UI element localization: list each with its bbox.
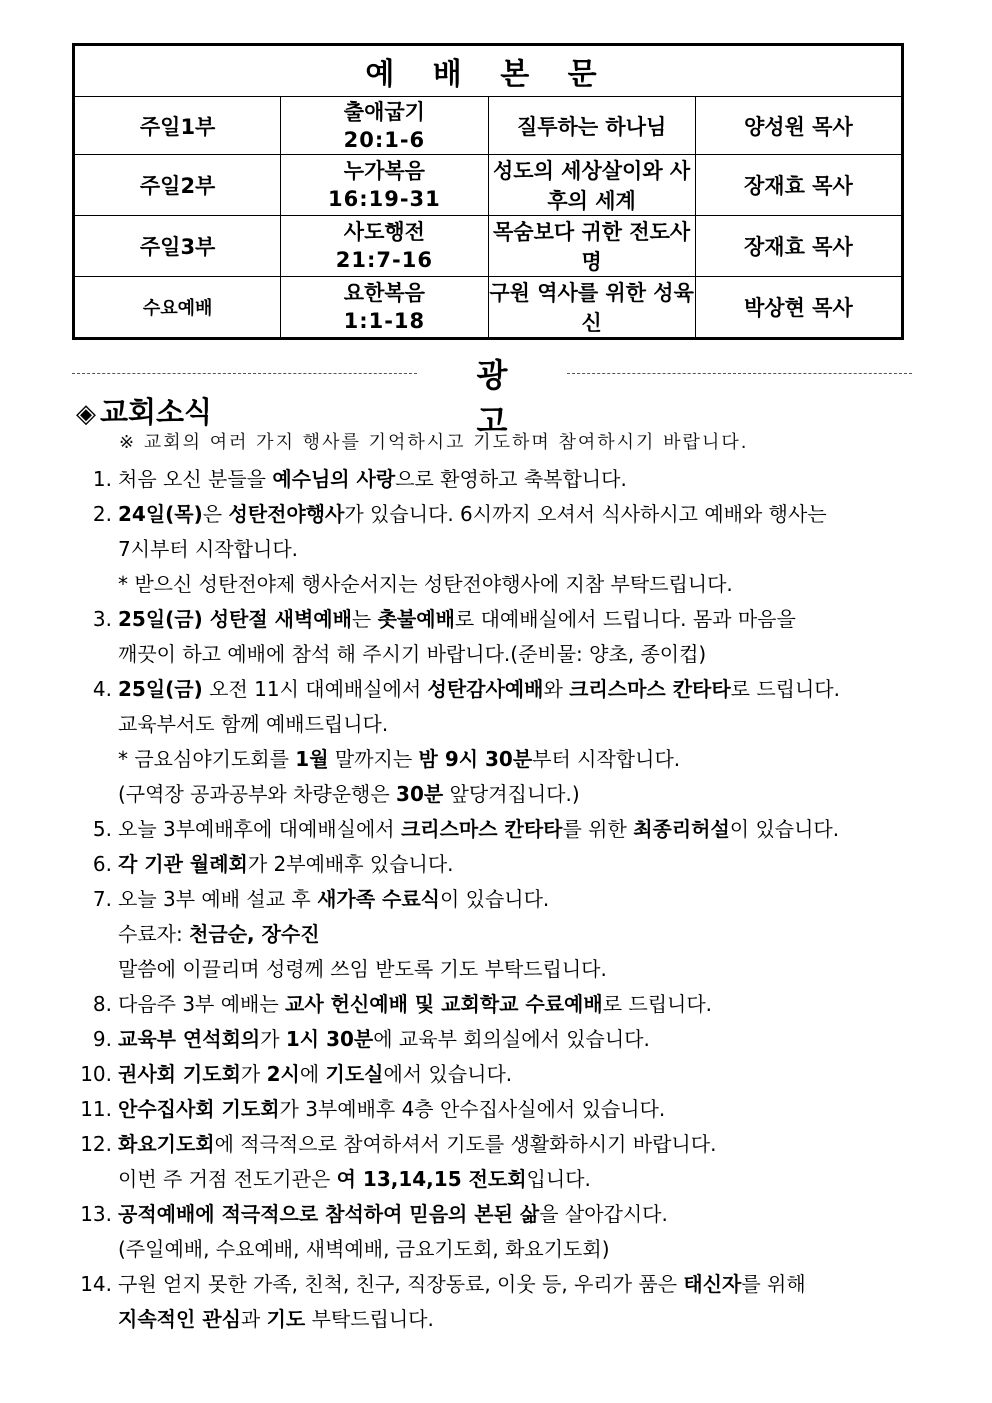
announcement-number: 13. (80, 1202, 112, 1226)
announcement-line (118, 987, 952, 1022)
announcement-item (72, 882, 952, 987)
body-text: 이번 주 거점 전도기관은 (118, 1167, 337, 1191)
sermon-table (72, 43, 904, 340)
body-text: 와 (543, 677, 570, 701)
scripture-ref: 21:7-16 (335, 248, 433, 272)
announcement-number: 10. (80, 1062, 112, 1086)
scripture (281, 216, 488, 277)
announcement-line (118, 672, 952, 707)
preacher: 박상현 목사 (695, 277, 902, 339)
service-name: 수요예배 (74, 277, 281, 339)
emphasis-text: 크리스마스 칸타타 (569, 677, 731, 701)
body-text: 교육부서도 함께 예배드립니다. (118, 712, 389, 736)
announcement-item (72, 987, 952, 1022)
scripture-ref: 20:1-6 (343, 127, 426, 152)
sermon-table-heading: 예 배 본 문 (74, 45, 903, 97)
body-text: 부터 시작합니다. (532, 747, 681, 771)
body-text: 로 대예배실에서 드립니다. 몸과 마음을 (454, 607, 796, 631)
announcement-number: 9. (92, 1027, 112, 1051)
emphasis-text: 기도 (266, 1307, 306, 1331)
emphasis-text: 태신자 (683, 1272, 742, 1296)
emphasis-text: 1월 (295, 747, 329, 771)
announcement-item (72, 497, 952, 602)
announcement-number: 12. (80, 1132, 112, 1156)
body-text: 에 (299, 1062, 326, 1086)
announcement-item (72, 1127, 952, 1197)
announcement-item (72, 672, 952, 812)
sermon-title: 성도의 세상살이와 사후의 세계 (488, 155, 695, 216)
announcement-line (118, 847, 952, 882)
body-text: 을 살아갑시다. (539, 1202, 668, 1226)
announcement-item (72, 1092, 952, 1127)
emphasis-text: 크리스마스 칸타타 (400, 817, 563, 841)
announcement-line (118, 1022, 952, 1057)
emphasis-text: 지속적인 관심 (118, 1307, 241, 1331)
preacher: 장재효 목사 (695, 216, 902, 277)
emphasis-text: 25일(금) (118, 677, 203, 701)
body-text: 이 있습니다. (439, 887, 550, 911)
emphasis-text: 교육부 연석회의 (118, 1027, 261, 1051)
sermon-title: 구원 역사를 위한 성육신 (488, 277, 695, 339)
emphasis-text: 여 13,14,15 전도회 (336, 1167, 527, 1191)
service-name: 주일1부 (74, 97, 281, 155)
body-text: 처음 오신 분들을 (118, 467, 273, 491)
announcement-line (118, 882, 952, 917)
body-text: 말까지는 (328, 747, 419, 771)
body-text: 수료자: (118, 922, 190, 946)
body-text: 오늘 3부 예배 설교 후 (118, 887, 318, 911)
body-text: 말씀에 이끌리며 성령께 쓰임 받도록 기도 부탁드립니다. (118, 957, 607, 981)
announcement-line (118, 602, 952, 637)
scripture (281, 97, 488, 155)
body-text: 다음주 3부 예배는 (118, 992, 286, 1016)
emphasis-text: 2시 (266, 1062, 300, 1086)
announcement-line (118, 497, 952, 532)
service-name: 주일3부 (74, 216, 281, 277)
announcement-line (118, 1092, 952, 1127)
body-text: * 금요심야기도회를 (118, 747, 296, 771)
announcement-line (118, 812, 952, 847)
announcement-line (118, 707, 952, 742)
announcement-item (72, 602, 952, 672)
sermon-title: 목숨보다 귀한 전도사명 (488, 216, 695, 277)
diamond-bullet-icon: ◈ (76, 399, 96, 429)
announcement-line (118, 1162, 952, 1197)
body-text: 깨끗이 하고 예배에 참석 해 주시기 바랍니다.(준비물: 양초, 종이컵) (118, 642, 707, 666)
announcement-line (118, 637, 952, 672)
announcement-line (118, 777, 952, 812)
dashed-rule-right (567, 373, 912, 374)
church-news-note: ※ 교회의 여러 가지 행사를 기억하시고 기도하며 참여하시기 바랍니다. (119, 432, 749, 453)
emphasis-text: 성탄전야행사 (228, 502, 345, 526)
announcement-item (72, 462, 952, 497)
announcement-line (118, 917, 952, 952)
body-text: (구역장 공과공부와 차량운행은 (118, 782, 397, 806)
emphasis-text: 24일(목) (118, 502, 203, 526)
scripture (281, 277, 488, 339)
emphasis-text: 공적예배에 적극적으로 참석하여 믿음의 본된 삶 (118, 1202, 540, 1226)
body-text: 를 위해 (741, 1272, 806, 1296)
sermon-row (74, 216, 903, 277)
announcement-line (118, 1302, 952, 1337)
body-text: 과 (240, 1307, 267, 1331)
emphasis-text: 새가족 수료식 (317, 887, 440, 911)
scripture-ref: 1:1-18 (343, 309, 426, 333)
emphasis-text: 촛불예배 (377, 607, 455, 631)
emphasis-text: 화요기도회 (118, 1132, 215, 1156)
body-text: 부탁드립니다. (305, 1307, 434, 1331)
announcement-number: 6. (92, 852, 112, 876)
body-text: 오전 11시 대예배실에서 (202, 677, 428, 701)
body-text: 구원 얻지 못한 가족, 친척, 친구, 직장동료, 이웃 등, 우리가 품은 (118, 1272, 684, 1296)
announcement-number: 4. (92, 677, 112, 701)
announcement-number: 7. (92, 887, 112, 911)
announcement-number: 8. (92, 992, 112, 1016)
emphasis-text: 최종리허설 (633, 817, 730, 841)
announcement-line (118, 1127, 952, 1162)
emphasis-text: 교사 헌신예배 및 교회학교 수료예배 (285, 992, 603, 1016)
announcement-number: 1. (92, 467, 112, 491)
body-text: 앞당겨집니다.) (443, 782, 580, 806)
announcement-number: 11. (80, 1097, 112, 1121)
body-text: 가 (240, 1062, 267, 1086)
announcement-line (118, 532, 952, 567)
announcement-number: 5. (92, 817, 112, 841)
scripture-book: 누가복음 (343, 159, 425, 183)
announcement-line (118, 567, 952, 602)
body-text: 가 있습니다. 6시까지 오셔서 식사하시고 예배와 행사는 (344, 502, 827, 526)
emphasis-text: 천금순, 장수진 (189, 922, 320, 946)
announcement-number: 14. (80, 1272, 112, 1296)
emphasis-text: 기도실 (325, 1062, 384, 1086)
announcement-item (72, 812, 952, 847)
emphasis-text: 각 기관 월례회 (118, 852, 248, 876)
body-text: 로 드립니다. (730, 677, 840, 701)
announcement-item (72, 1197, 952, 1267)
sermon-row (74, 155, 903, 216)
body-text: 7시부터 시작합니다. (118, 537, 298, 561)
scripture-ref: 16:19-31 (327, 187, 441, 211)
body-text: 이 있습니다. (729, 817, 840, 841)
announcement-line (118, 462, 952, 497)
sermon-row (74, 97, 903, 155)
announcement-line (118, 742, 952, 777)
emphasis-text: 1시 30분 (285, 1027, 374, 1051)
scripture-book: 사도행전 (343, 220, 425, 244)
emphasis-text: 권사회 기도회 (118, 1062, 241, 1086)
body-text: * 받으신 성탄전야제 행사순서지는 성탄전야행사에 지참 부탁드립니다. (118, 572, 733, 596)
emphasis-text: 30분 (396, 782, 444, 806)
body-text: 에 적극적으로 참여하셔서 기도를 생활화하시기 바랍니다. (214, 1132, 717, 1156)
emphasis-text: 25일(금) 성탄절 새벽예배 (118, 607, 352, 631)
emphasis-text: 안수집사회 기도회 (118, 1097, 280, 1121)
church-news-title: 교회소식 (100, 395, 213, 429)
scripture-book: 출애굽기 (343, 99, 425, 124)
body-text: 가 2부예배후 있습니다. (247, 852, 454, 876)
announcement-line (118, 1057, 952, 1092)
emphasis-text: 밤 9시 30분 (418, 747, 533, 771)
announcement-line (118, 952, 952, 987)
scripture-book: 요한복음 (343, 281, 425, 305)
preacher: 장재효 목사 (695, 155, 902, 216)
body-text: (주일예배, 수요예배, 새벽예배, 금요기도회, 화요기도회) (118, 1237, 610, 1261)
body-text: 은 (202, 502, 229, 526)
body-text: 오늘 3부예배후에 대예배실에서 (118, 817, 401, 841)
sermon-title: 질투하는 하나님 (488, 97, 695, 155)
body-text: 에 교육부 회의실에서 있습니다. (373, 1027, 650, 1051)
announcement-line (118, 1232, 952, 1267)
announcement-line (118, 1267, 952, 1302)
body-text: 는 (351, 607, 378, 631)
body-text: 에서 있습니다. (383, 1062, 513, 1086)
announcement-line (118, 1197, 952, 1232)
emphasis-text: 예수님의 사랑 (272, 467, 396, 491)
announcement-number: 3. (92, 607, 112, 631)
body-text: 로 드립니다. (602, 992, 713, 1016)
emphasis-text: 성탄감사예배 (427, 677, 544, 701)
body-text: 으로 환영하고 축복합니다. (395, 467, 627, 491)
announcement-number: 2. (92, 502, 112, 526)
service-name: 주일2부 (74, 155, 281, 216)
announcement-item (72, 1267, 952, 1337)
body-text: 가 3부예배후 4층 안수집사실에서 있습니다. (279, 1097, 666, 1121)
church-news-heading (76, 390, 212, 431)
announcement-list (72, 462, 952, 1337)
sermon-row (74, 277, 903, 339)
body-text: 입니다. (526, 1167, 591, 1191)
dashed-rule-left (72, 373, 417, 374)
body-text: 가 (260, 1027, 286, 1051)
announcement-item (72, 1057, 952, 1092)
ads-heading: 광 고 (476, 356, 538, 440)
body-text: 를 위한 (562, 817, 634, 841)
announcement-item (72, 1022, 952, 1057)
announcement-item (72, 847, 952, 882)
scripture (281, 155, 488, 216)
preacher: 양성원 목사 (695, 97, 902, 155)
